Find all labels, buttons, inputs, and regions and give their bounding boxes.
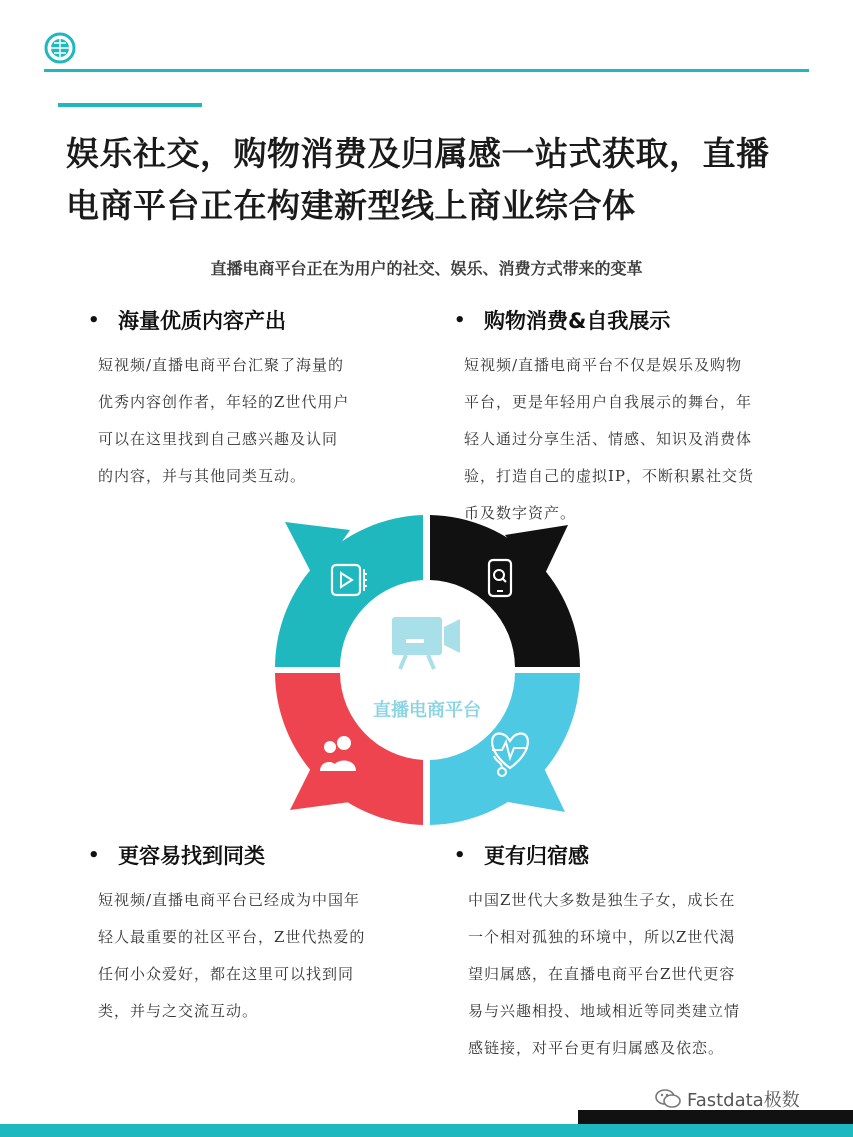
watermark	[655, 1086, 800, 1112]
platform-cycle-diagram	[270, 510, 585, 830]
section-shopping	[454, 305, 814, 532]
section-body: 短视频/直播电商平台汇聚了海量的 优秀内容创作者，年轻的Z世代用户 可以在这里找到自己感兴趣及认同 的内容，并与其他同类互动。	[98, 356, 350, 485]
header-rule	[44, 69, 809, 72]
footer-accent-bar	[0, 1124, 853, 1137]
section-body: 短视频/直播电商平台已经成为中国年 轻人最重要的社区平台，Z世代热爱的 任何小众爱好，都在这里可以找到同 类，并与之交流互动。	[98, 891, 366, 1020]
section-belonging	[454, 840, 814, 1067]
title-accent-bar	[58, 103, 202, 107]
section-body: 中国Z世代大多数是独生子女，成长在 一个相对孤独的环境中，所以Z世代渴 望归属感，在直播电商平台Z世代更容 易与兴趣相投、地域相近等同类建立情 感链接，对平台更有归属感及依恋。	[468, 891, 741, 1057]
footer-black-bar	[578, 1110, 853, 1124]
section-content	[88, 305, 418, 495]
watermark-text: Fastdata极数	[687, 1090, 800, 1111]
title-line-2: 电商平台正在构建新型线上商业综合体	[66, 186, 636, 225]
section-community	[88, 840, 418, 1030]
title-line-1: 娱乐社交，购物消费及归属感一站式获取，直播	[66, 134, 770, 173]
section-heading: • 购物消费&自我展示	[454, 309, 671, 333]
wechat-icon	[655, 1088, 681, 1110]
section-heading: • 更有归宿感	[454, 844, 589, 868]
section-heading: • 海量优质内容产出	[88, 309, 286, 333]
section-body: 短视频/直播电商平台不仅是娱乐及购物 平台，更是年轻用户自我展示的舞台，年 轻人通过分享生活、情感、知识及消费体 验，打造自己的虚拟IP，不断积累社交货 币及数字资产。	[464, 356, 755, 522]
page-subtitle: 直播电商平台正在为用户的社交、娱乐、消费方式带来的变革	[210, 259, 643, 278]
page-title	[66, 128, 826, 232]
brand-globe-icon	[44, 32, 76, 64]
diagram-center-label: 直播电商平台	[373, 700, 481, 721]
section-heading: • 更容易找到同类	[88, 844, 265, 868]
